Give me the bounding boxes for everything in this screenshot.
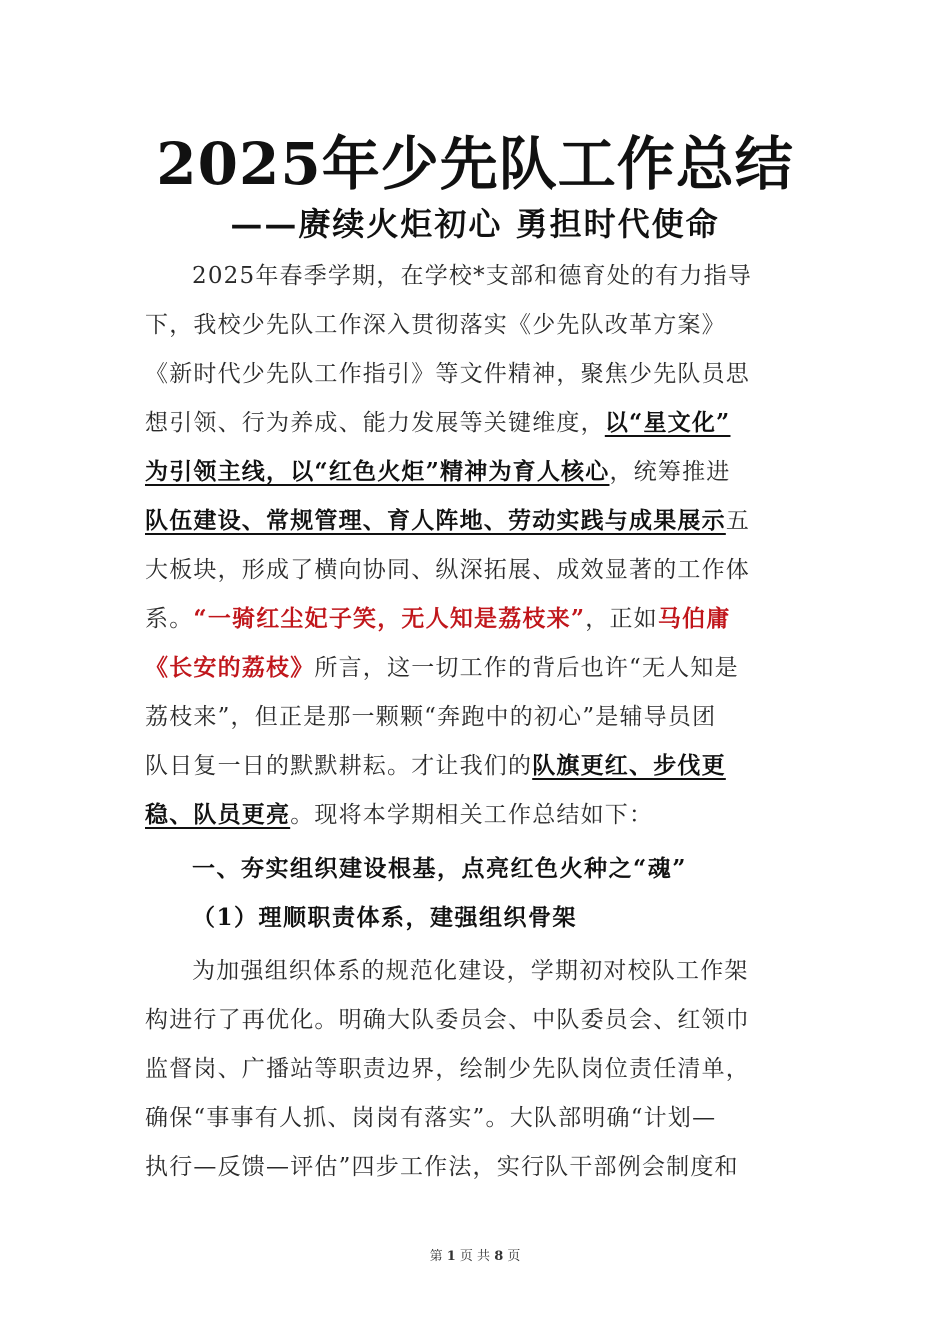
intro-text: 所言，这一切工作的背后也许“无人知是	[314, 655, 739, 681]
intro-text: 。现将本学期相关工作总结如下：	[290, 802, 654, 828]
section-heading-1: 一、夯实组织建设根基，点亮红色火种之“魂”	[192, 855, 687, 882]
author-name: 马伯庸	[657, 605, 731, 632]
emphasis-underline: 以“星文化”	[604, 409, 731, 436]
intro-text: 2025年春季学期，在学校*支部和德育处的有力指导	[192, 263, 753, 289]
section-text: 构进行了再优化。明确大队委员会、中队委员会、红领巾	[145, 1007, 750, 1033]
section-line-2	[145, 1002, 810, 1038]
intro-text: 系。	[145, 606, 194, 632]
intro-line-6	[145, 503, 810, 539]
document-title: 2025年少先队工作总结	[156, 130, 794, 198]
intro-text: ，正如	[585, 606, 658, 632]
emphasis-underline: 为引领主线，以“红色火炬”精神为育人核心	[145, 458, 610, 485]
intro-line-1	[192, 258, 810, 294]
section-line-4	[145, 1100, 810, 1136]
intro-text: 想引领、行为养成、能力发展等关键维度，	[145, 410, 605, 436]
page-footer	[0, 1245, 950, 1264]
section-text: 为加强组织体系的规范化建设，学期初对校队工作架	[192, 958, 749, 984]
intro-line-7	[145, 552, 810, 588]
book-title: 《长安的荔枝》	[145, 654, 315, 681]
footer-prefix: 第	[429, 1249, 443, 1264]
intro-line-9	[145, 650, 810, 686]
document-subtitle: ——赓续火炬初心 勇担时代使命	[230, 205, 720, 243]
poem-quote: “一骑红尘妃子笑，无人知是荔枝来”	[193, 605, 586, 632]
intro-text: 大板块，形成了横向协同、纵深拓展、成效显著的工作体	[145, 557, 750, 583]
section-line-5	[145, 1149, 810, 1185]
section-text: 执行—反馈—评估”四步工作法，实行队干部例会制度和	[145, 1154, 739, 1180]
footer-middle: 页 共	[459, 1249, 491, 1264]
intro-text: 下，我校少先队工作深入贯彻落实《少先队改革方案》	[145, 312, 726, 338]
intro-line-3	[145, 356, 810, 392]
intro-line-5	[145, 454, 810, 490]
section-line-3	[145, 1051, 810, 1087]
intro-line-10	[145, 699, 810, 735]
intro-text: 队日复一日的默默耕耘。才让我们的	[145, 753, 533, 779]
footer-suffix: 页	[507, 1249, 521, 1264]
intro-line-2	[145, 307, 810, 343]
section-text: 确保“事事有人抓、岗岗有落实”。大队部明确“计划—	[145, 1105, 717, 1131]
emphasis-underline: 队旗更红、步伐更	[532, 752, 726, 779]
total-page-count: 8	[494, 1249, 504, 1264]
intro-line-11	[145, 748, 810, 784]
intro-text: 《新时代少先队工作指引》等文件精神，聚焦少先队员思	[145, 361, 750, 387]
emphasis-underline: 稳、队员更亮	[145, 801, 291, 828]
intro-line-8	[145, 601, 810, 637]
intro-text: 荔枝来”，但正是那一颗颗“奔跑中的初心”是辅导员团	[145, 704, 717, 730]
intro-text: 五	[725, 508, 751, 534]
current-page-number: 1	[446, 1249, 456, 1264]
intro-line-12	[145, 797, 810, 833]
emphasis-underline: 队伍建设、常规管理、育人阵地、劳动实践与成果展示	[145, 507, 726, 534]
subsection-heading-1: （1）理顺职责体系，建强组织骨架	[192, 904, 578, 931]
intro-line-4	[145, 405, 810, 441]
section-text: 监督岗、广播站等职责边界，绘制少先队岗位责任清单，	[145, 1056, 750, 1082]
intro-text: ，统筹推进	[609, 459, 731, 485]
section-line-1	[192, 953, 810, 989]
